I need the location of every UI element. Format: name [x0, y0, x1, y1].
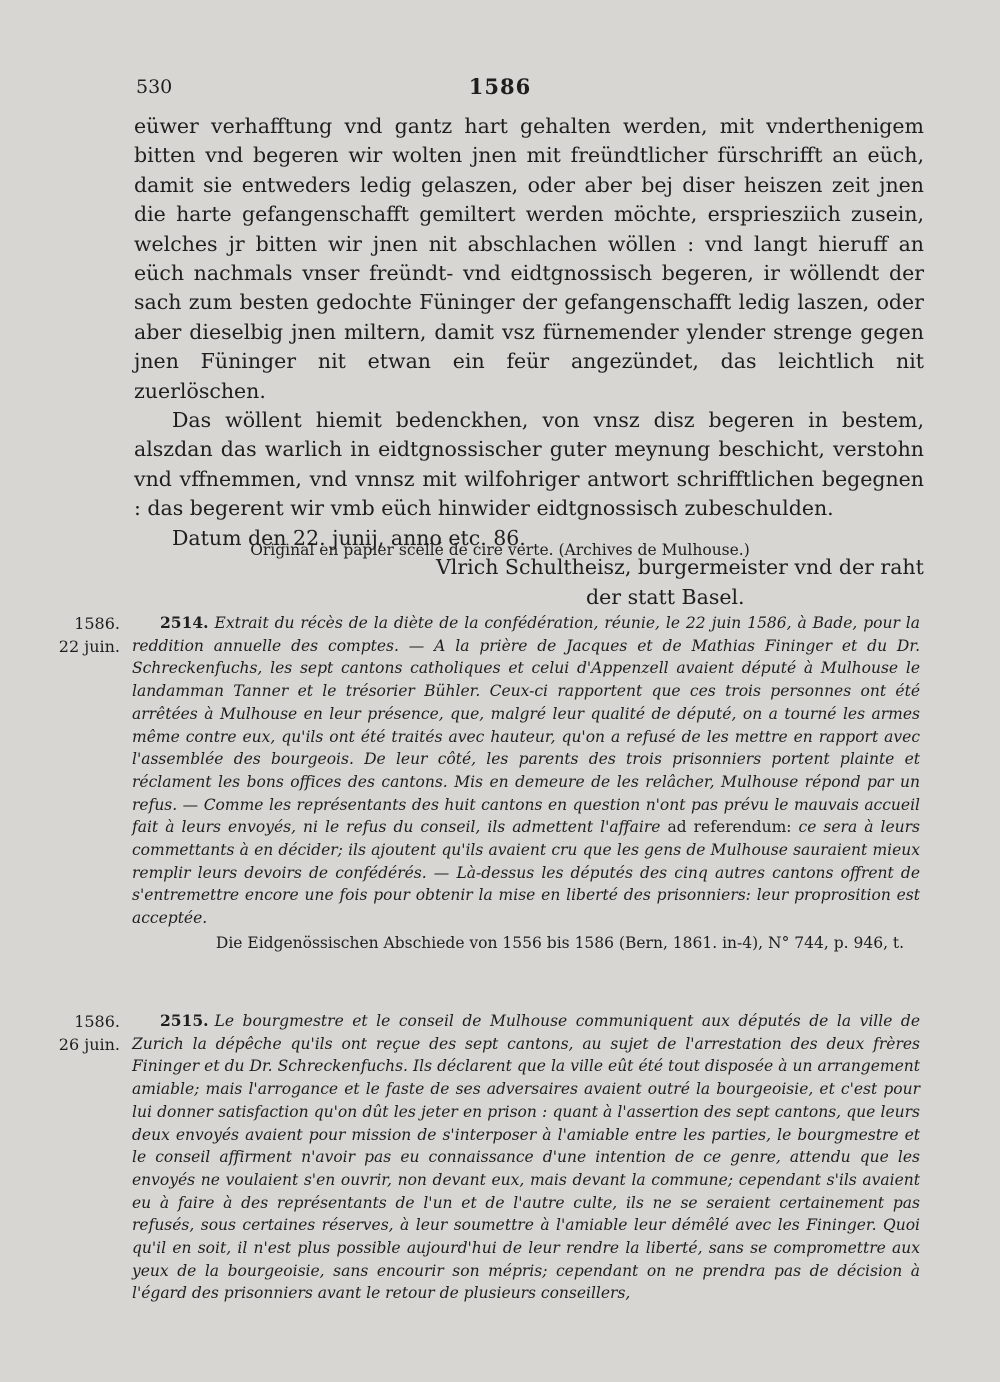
letter-text: [134, 112, 924, 612]
entry-2514-day: 22 juin.: [58, 637, 120, 656]
letter-signature-1: Vlrich Schultheisz, burgermeister vnd der raht: [436, 555, 924, 580]
page-number: 530: [136, 76, 173, 98]
entry-2514-margin-date: [44, 612, 120, 658]
letter-paragraph-1: eüwer verhafftung vnd gantz hart gehalten werden, mit vnderthenigem bitten vnd begeren wir wolten jnen mit freündtlicher fürschrifft an eüch, damit sie entweders ledig gelaszen, oder aber bej diser heiszen zeit jnen die harte gefangenschafft gemiltert werden möchte, erspriesziich zusein, welches jr bitten wir jnen nit abschlachen wöllen : vnd langt hieruff an eüch nachmals vnser freündt- vnd eidtgnossisch begeren, ir wöllendt der sach zum besten gedochte Füninger der gefangenschafft ledig laszen, oder aber dieselbig jnen miltern, damit vsz fürnemender ylender strenge gegen jnen Füninger nit etwan ein feür angezündet, das leichtlich nit zuerlöschen.: [134, 114, 924, 403]
entry-2515-text: Le bourgmestre et le conseil de Mulhouse communiquent aux députés de la ville de Zurich la dépêche qu'ils ont reçue des sept cantons, au sujet de l'arrestation des deux frères Fininger et du Dr. Schreckenfuchs. Ils déclarent que la ville eût été tout disposée à un arrangement amiable; mais l'arrogance et le faste de ses adversaires avaient outré la bourgeoisie, et c'est pour lui donner satisfaction qu'on dût les jeter en prison : quant à l'assertion des sept cantons, que leurs deux envoyés avaient pour mission de s'interposer à l'amiable entre les parties, le bourgmestre et le conseil affirment n'avoir pas eu connaissance d'une intention de ce genre, attendu que les envoyés ne voulaient s'en ouvrir, non devant eux, mais devant la commune; cependant s'ils avaient eu à faire à des représentants de l'un et de l'autre culte, ils ne se seraient certainement pas refusés, sous certaines réserves, à leur soumettre à l'amiable leur démêlé avec les Fininger. Quoi qu'il en soit, il n'est plus possible aujourd'hui de leur rendre la liberté, sans se compromettre aux yeux de la bourgeoisie, sans encourir son mépris; cependant on ne prendra pas de décision à l'égard des prisonniers avant le retour de plusieurs conseillers,: [132, 1012, 920, 1303]
letter-paragraph-2: Das wöllent hiemit bedenckhen, von vnsz disz begeren in bestem, alszdan das warlich in eidtgnossischer guter meynung beschicht, verstohn vnd vffnemmen, vnd vnnsz mit wilfohriger antwort schrifftlichen begegnen : das begerent wir vmb eüch hinwider eidtgnossisch zubeschulden.: [134, 408, 924, 521]
entry-2514-year: 1586.: [74, 614, 120, 633]
entry-2514-number: 2514.: [160, 613, 209, 632]
entry-2515: [132, 1010, 920, 1305]
letter-date-line: Datum den 22. junij, anno etc. 86.: [172, 525, 526, 550]
entry-2514-text-a: Extrait du récès de la diète de la confédération, réunie, le 22 juin 1586, à Bade, pour la reddition annuelle des comptes. — A la prière de Jacques et de Mathias Fininger et du Dr. Schreckenfuchs, les sept cantons catholiques et celui d'Appenzell avaient député à Mulhouse le landamman Tanner et le trésorier Bühler. Ceux-ci rapportent que ces trois personnes ont été arrêtées à Mulhouse en leur présence, que, malgré leur qualité de député, on a tourné les armes même contre eux, qu'ils ont été traités avec hauteur, qu'on a refusé de les mettre en rapport avec l'assemblée des bourgeois. De leur côté, les parents des trois prisonniers portent plainte et réclament les bons offices des cantons. Mis en demeure de les relâcher, Mulhouse répond par un refus. — Comme les représentants des huit cantons en question n'ont pas prévu le mauvais accueil fait à leurs envoyés, ni le refus du conseil, ils admettent l'affaire: [132, 614, 920, 837]
entry-2514: [132, 612, 920, 930]
letter-source-note: Original en papier scellé de cire verte. (Archives de Mulhouse.): [250, 541, 750, 559]
entry-2514-source: Die Eidgenössischen Abschiede von 1556 bis 1586 (Bern, 1861. in-4), N° 744, p. 946, t.: [215, 934, 905, 952]
letter-signature-2: der statt Basel.: [586, 584, 745, 609]
entry-2514-upright-term: ad referendum:: [667, 818, 792, 837]
entry-2515-year: 1586.: [74, 1012, 120, 1031]
entry-2515-number: 2515.: [160, 1011, 209, 1030]
entry-2514-text-b: ce sera à leurs commettants à en décider; ils ajoutent qu'ils avaient cru que les gens de Mulhouse sauraient mieux remplir leurs devoirs de confédérés. — Là-dessus les députés des cinq autres cantons offrent de s'entremettre encore une fois pour obtenir la mise en liberté des prisonniers: leur proprosition est acceptée.: [132, 818, 920, 928]
entry-2515-margin-date: [44, 1010, 120, 1056]
entry-2515-day: 26 juin.: [58, 1035, 120, 1054]
running-head-year: 1586: [468, 74, 532, 99]
